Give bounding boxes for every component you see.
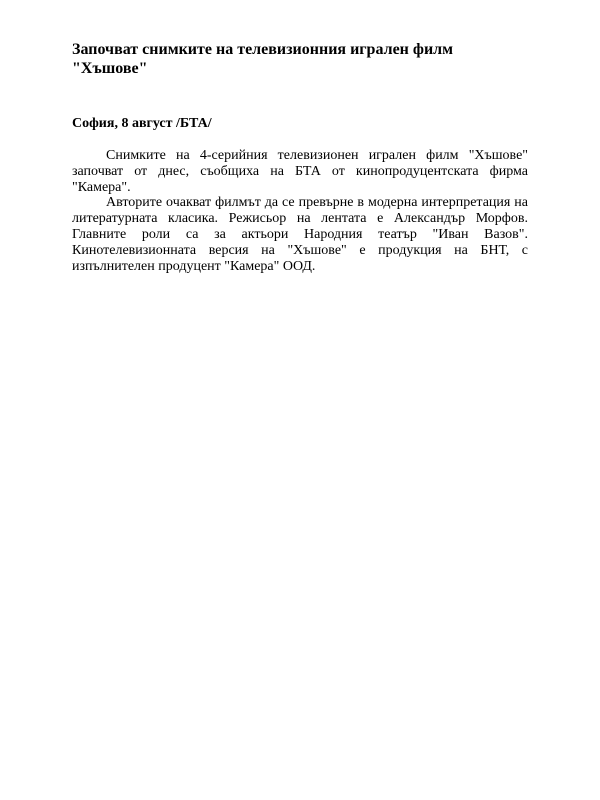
article-paragraph: Авторите очакват филмът да се превърне в модерна интерпретация на литературната класика. Режисьор на лентата е Александър Морфов. Главните роли са за актьори Народния театър "Иван Вазов". Кинотелевизионната версия на "Хъшове" е продукция на БНТ, с изпълнителен продуцент "Камера" ООД. [72,195,528,274]
article-dateline: София, 8 август /БТА/ [72,116,212,131]
document-page [72,40,528,274]
article-paragraph: Снимките на 4-серийния телевизионен игрален филм "Хъшове" започват от днес, съобщиха на БТА от кинопродуцентската фирма "Камера". [72,148,528,195]
article-title: Започват снимките на телевизионния игрален филм "Хъшове" [72,41,454,77]
article-body [72,148,528,274]
